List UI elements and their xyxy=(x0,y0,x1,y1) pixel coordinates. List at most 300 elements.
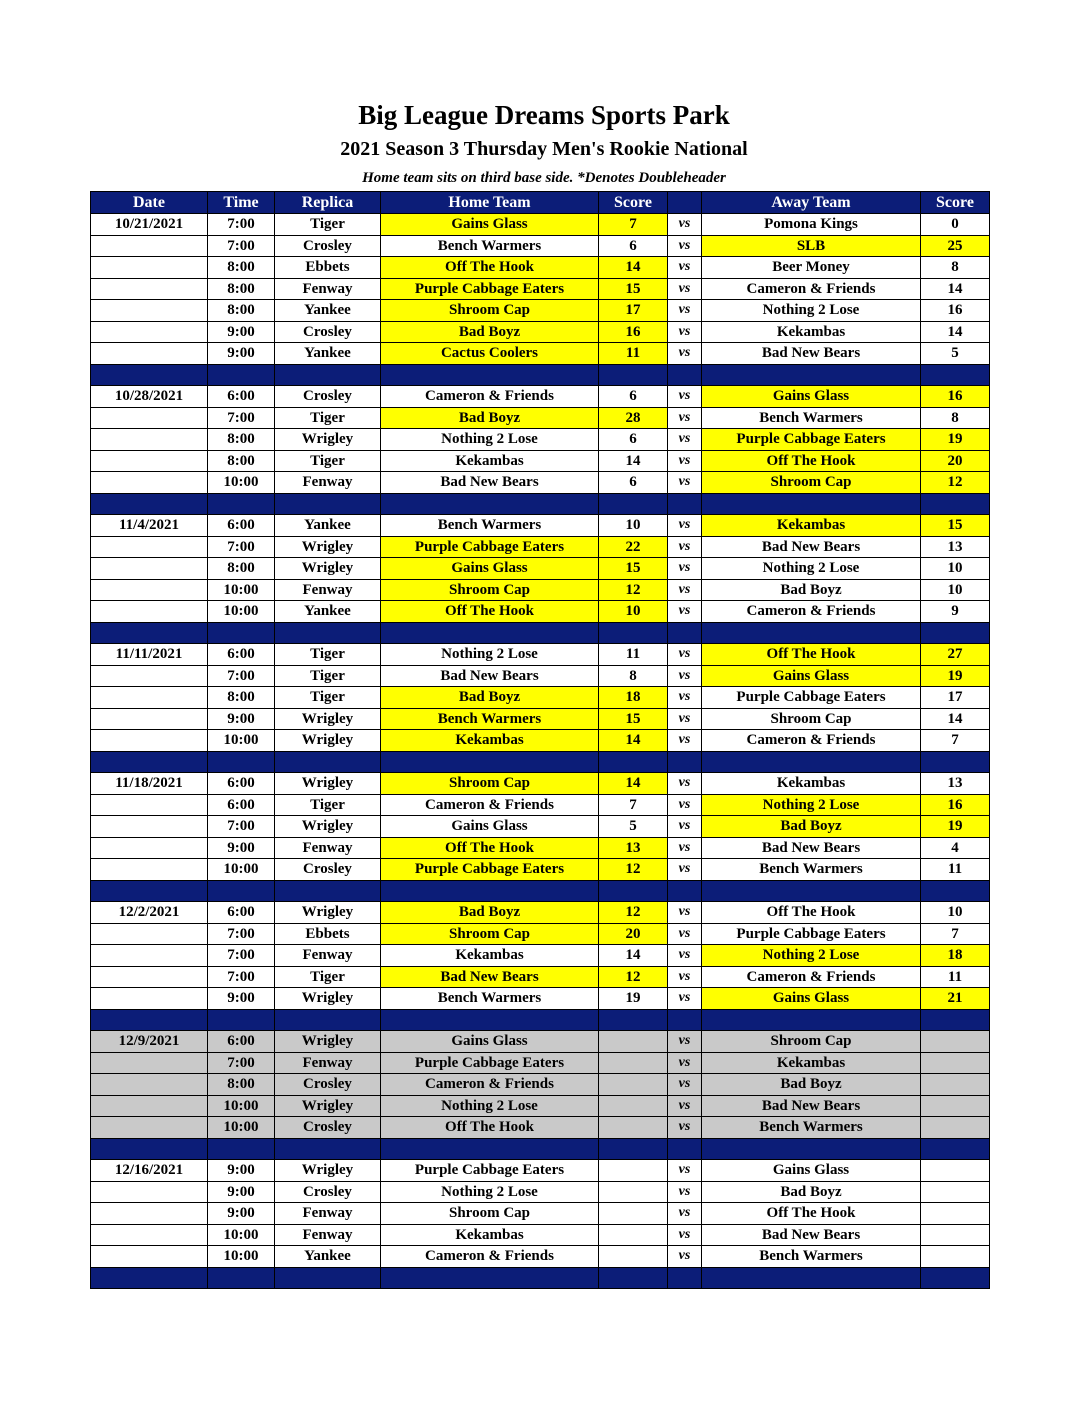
game-row xyxy=(91,966,990,988)
vs-label: vs xyxy=(668,923,702,945)
away-score: 16 xyxy=(921,794,990,816)
home-team: Bad New Bears xyxy=(381,472,599,494)
away-score xyxy=(921,1203,990,1225)
game-time: 10:00 xyxy=(208,1095,275,1117)
col-header-away-score: Score xyxy=(921,192,990,214)
away-team: Purple Cabbage Eaters xyxy=(702,923,921,945)
game-row xyxy=(91,902,990,924)
home-score: 28 xyxy=(599,407,668,429)
separator-cell xyxy=(702,493,921,515)
game-row xyxy=(91,257,990,279)
game-row xyxy=(91,837,990,859)
separator-cell xyxy=(381,751,599,773)
separator-cell xyxy=(702,364,921,386)
home-team: Bench Warmers xyxy=(381,235,599,257)
home-score: 8 xyxy=(599,665,668,687)
home-team: Cameron & Friends xyxy=(381,794,599,816)
game-date xyxy=(91,665,208,687)
vs-label: vs xyxy=(668,214,702,236)
week-separator-row xyxy=(91,364,990,386)
separator-cell xyxy=(921,493,990,515)
separator-cell xyxy=(275,1138,381,1160)
separator-cell xyxy=(381,1138,599,1160)
away-team: Nothing 2 Lose xyxy=(702,945,921,967)
away-score xyxy=(921,1224,990,1246)
game-date xyxy=(91,1052,208,1074)
away-team: Cameron & Friends xyxy=(702,278,921,300)
game-replica: Tiger xyxy=(275,966,381,988)
game-replica: Fenway xyxy=(275,1052,381,1074)
game-time: 10:00 xyxy=(208,472,275,494)
col-header-away-team: Away Team xyxy=(702,192,921,214)
game-date xyxy=(91,300,208,322)
away-team: Bad Boyz xyxy=(702,1181,921,1203)
home-score: 16 xyxy=(599,321,668,343)
away-team: Bench Warmers xyxy=(702,1117,921,1139)
game-date xyxy=(91,1181,208,1203)
game-time: 7:00 xyxy=(208,407,275,429)
home-score: 20 xyxy=(599,923,668,945)
game-row xyxy=(91,859,990,881)
home-score: 12 xyxy=(599,966,668,988)
game-date: 12/16/2021 xyxy=(91,1160,208,1182)
game-row xyxy=(91,773,990,795)
game-date xyxy=(91,579,208,601)
game-replica: Yankee xyxy=(275,601,381,623)
away-score xyxy=(921,1052,990,1074)
home-score xyxy=(599,1203,668,1225)
away-score: 13 xyxy=(921,773,990,795)
game-row xyxy=(91,579,990,601)
game-date xyxy=(91,1246,208,1268)
away-score: 5 xyxy=(921,343,990,365)
separator-cell xyxy=(275,1267,381,1289)
game-date xyxy=(91,429,208,451)
home-team: Bad Boyz xyxy=(381,321,599,343)
game-replica: Tiger xyxy=(275,687,381,709)
separator-cell xyxy=(91,493,208,515)
away-team: Off The Hook xyxy=(702,450,921,472)
home-score xyxy=(599,1160,668,1182)
home-score xyxy=(599,1224,668,1246)
game-replica: Crosley xyxy=(275,859,381,881)
week-separator-row xyxy=(91,493,990,515)
separator-cell xyxy=(208,880,275,902)
home-team: Off The Hook xyxy=(381,257,599,279)
game-date xyxy=(91,945,208,967)
home-team: Bench Warmers xyxy=(381,988,599,1010)
home-score: 18 xyxy=(599,687,668,709)
vs-label: vs xyxy=(668,472,702,494)
away-score: 14 xyxy=(921,708,990,730)
col-header-vs xyxy=(668,192,702,214)
home-score: 12 xyxy=(599,902,668,924)
game-replica: Tiger xyxy=(275,407,381,429)
vs-label: vs xyxy=(668,429,702,451)
page-subtitle: 2021 Season 3 Thursday Men's Rookie National xyxy=(340,138,748,160)
away-score: 0 xyxy=(921,214,990,236)
game-replica: Fenway xyxy=(275,1203,381,1225)
game-time: 7:00 xyxy=(208,923,275,945)
separator-cell xyxy=(668,1009,702,1031)
separator-cell xyxy=(208,1009,275,1031)
home-team: Purple Cabbage Eaters xyxy=(381,1052,599,1074)
game-time: 7:00 xyxy=(208,1052,275,1074)
game-time: 9:00 xyxy=(208,1181,275,1203)
home-team: Purple Cabbage Eaters xyxy=(381,859,599,881)
separator-cell xyxy=(91,1138,208,1160)
game-time: 7:00 xyxy=(208,214,275,236)
separator-cell xyxy=(599,364,668,386)
game-row xyxy=(91,988,990,1010)
game-time: 10:00 xyxy=(208,1117,275,1139)
separator-cell xyxy=(702,751,921,773)
away-score xyxy=(921,1074,990,1096)
game-row xyxy=(91,1031,990,1053)
week-separator-row xyxy=(91,1138,990,1160)
away-score: 19 xyxy=(921,816,990,838)
game-date: 11/18/2021 xyxy=(91,773,208,795)
vs-label: vs xyxy=(668,794,702,816)
home-score: 10 xyxy=(599,601,668,623)
game-time: 9:00 xyxy=(208,837,275,859)
game-time: 9:00 xyxy=(208,343,275,365)
game-row xyxy=(91,601,990,623)
col-header-replica: Replica xyxy=(275,192,381,214)
game-time: 7:00 xyxy=(208,966,275,988)
home-team: Gains Glass xyxy=(381,816,599,838)
separator-cell xyxy=(208,1267,275,1289)
away-team: Cameron & Friends xyxy=(702,966,921,988)
away-score: 12 xyxy=(921,472,990,494)
game-row xyxy=(91,644,990,666)
home-team: Off The Hook xyxy=(381,837,599,859)
game-date xyxy=(91,257,208,279)
game-time: 6:00 xyxy=(208,773,275,795)
separator-cell xyxy=(702,880,921,902)
separator-cell xyxy=(91,1267,208,1289)
home-team: Bad Boyz xyxy=(381,687,599,709)
game-replica: Wrigley xyxy=(275,902,381,924)
game-replica: Ebbets xyxy=(275,257,381,279)
home-score xyxy=(599,1095,668,1117)
home-team: Shroom Cap xyxy=(381,923,599,945)
game-replica: Tiger xyxy=(275,794,381,816)
separator-cell xyxy=(702,622,921,644)
vs-label: vs xyxy=(668,837,702,859)
game-date xyxy=(91,816,208,838)
home-score: 22 xyxy=(599,536,668,558)
game-replica: Wrigley xyxy=(275,1031,381,1053)
away-score xyxy=(921,1095,990,1117)
game-date xyxy=(91,343,208,365)
home-team: Gains Glass xyxy=(381,1031,599,1053)
away-team: Bad New Bears xyxy=(702,1224,921,1246)
home-score xyxy=(599,1074,668,1096)
home-score: 15 xyxy=(599,278,668,300)
away-score: 16 xyxy=(921,300,990,322)
game-date xyxy=(91,687,208,709)
home-score: 15 xyxy=(599,558,668,580)
game-date: 10/21/2021 xyxy=(91,214,208,236)
home-score: 15 xyxy=(599,708,668,730)
game-time: 7:00 xyxy=(208,945,275,967)
separator-cell xyxy=(702,1267,921,1289)
home-score: 14 xyxy=(599,450,668,472)
col-header-home-score: Score xyxy=(599,192,668,214)
home-team: Gains Glass xyxy=(381,214,599,236)
vs-label: vs xyxy=(668,579,702,601)
away-team: Cameron & Friends xyxy=(702,601,921,623)
game-time: 10:00 xyxy=(208,601,275,623)
home-team: Shroom Cap xyxy=(381,579,599,601)
home-score: 6 xyxy=(599,472,668,494)
home-score xyxy=(599,1031,668,1053)
vs-label: vs xyxy=(668,665,702,687)
vs-label: vs xyxy=(668,450,702,472)
game-row xyxy=(91,1181,990,1203)
game-row xyxy=(91,730,990,752)
home-team: Bad Boyz xyxy=(381,902,599,924)
game-replica: Fenway xyxy=(275,579,381,601)
home-team: Shroom Cap xyxy=(381,773,599,795)
away-team: Bench Warmers xyxy=(702,407,921,429)
home-team: Nothing 2 Lose xyxy=(381,1181,599,1203)
game-replica: Fenway xyxy=(275,945,381,967)
away-team: Nothing 2 Lose xyxy=(702,794,921,816)
away-score xyxy=(921,1117,990,1139)
away-team: Bad Boyz xyxy=(702,816,921,838)
game-replica: Fenway xyxy=(275,837,381,859)
separator-cell xyxy=(381,1267,599,1289)
separator-cell xyxy=(921,751,990,773)
away-team: Kekambas xyxy=(702,321,921,343)
game-date xyxy=(91,859,208,881)
vs-label: vs xyxy=(668,1160,702,1182)
game-replica: Tiger xyxy=(275,450,381,472)
away-team: Bad Boyz xyxy=(702,1074,921,1096)
game-replica: Fenway xyxy=(275,472,381,494)
away-team: Kekambas xyxy=(702,1052,921,1074)
away-team: Bad New Bears xyxy=(702,536,921,558)
week-separator-row xyxy=(91,751,990,773)
away-score: 10 xyxy=(921,902,990,924)
game-replica: Wrigley xyxy=(275,708,381,730)
home-team: Kekambas xyxy=(381,1224,599,1246)
home-team: Purple Cabbage Eaters xyxy=(381,536,599,558)
away-score: 27 xyxy=(921,644,990,666)
separator-cell xyxy=(668,622,702,644)
game-date xyxy=(91,558,208,580)
away-score xyxy=(921,1246,990,1268)
header-row xyxy=(91,192,990,214)
game-time: 7:00 xyxy=(208,536,275,558)
away-team: Bench Warmers xyxy=(702,1246,921,1268)
game-row xyxy=(91,300,990,322)
game-date xyxy=(91,988,208,1010)
week-separator-row xyxy=(91,622,990,644)
schedule-note: Home team sits on third base side. *Denotes Doubleheader xyxy=(362,170,726,186)
game-row xyxy=(91,1203,990,1225)
separator-cell xyxy=(208,493,275,515)
separator-cell xyxy=(668,1267,702,1289)
separator-cell xyxy=(702,1138,921,1160)
separator-cell xyxy=(381,1009,599,1031)
vs-label: vs xyxy=(668,708,702,730)
home-score: 17 xyxy=(599,300,668,322)
away-score: 16 xyxy=(921,386,990,408)
game-time: 10:00 xyxy=(208,859,275,881)
vs-label: vs xyxy=(668,945,702,967)
game-time: 6:00 xyxy=(208,1031,275,1053)
away-score: 21 xyxy=(921,988,990,1010)
separator-cell xyxy=(275,493,381,515)
separator-cell xyxy=(668,493,702,515)
separator-cell xyxy=(599,622,668,644)
vs-label: vs xyxy=(668,644,702,666)
separator-cell xyxy=(668,1138,702,1160)
game-replica: Crosley xyxy=(275,1117,381,1139)
away-score: 19 xyxy=(921,665,990,687)
home-score: 14 xyxy=(599,257,668,279)
game-time: 10:00 xyxy=(208,579,275,601)
game-row xyxy=(91,923,990,945)
home-team: Kekambas xyxy=(381,945,599,967)
away-team: Gains Glass xyxy=(702,665,921,687)
home-score: 10 xyxy=(599,515,668,537)
game-row xyxy=(91,1160,990,1182)
game-replica: Yankee xyxy=(275,300,381,322)
away-team: Off The Hook xyxy=(702,644,921,666)
game-time: 7:00 xyxy=(208,235,275,257)
vs-label: vs xyxy=(668,300,702,322)
separator-cell xyxy=(91,751,208,773)
game-date: 11/11/2021 xyxy=(91,644,208,666)
separator-cell xyxy=(208,1138,275,1160)
game-replica: Tiger xyxy=(275,644,381,666)
away-team: Kekambas xyxy=(702,773,921,795)
game-row xyxy=(91,515,990,537)
home-score: 6 xyxy=(599,235,668,257)
home-score xyxy=(599,1246,668,1268)
game-row xyxy=(91,386,990,408)
separator-cell xyxy=(599,493,668,515)
vs-label: vs xyxy=(668,730,702,752)
game-time: 6:00 xyxy=(208,902,275,924)
vs-label: vs xyxy=(668,902,702,924)
game-time: 10:00 xyxy=(208,1224,275,1246)
separator-cell xyxy=(381,364,599,386)
away-team: Shroom Cap xyxy=(702,472,921,494)
col-header-time: Time xyxy=(208,192,275,214)
away-score: 10 xyxy=(921,558,990,580)
home-team: Kekambas xyxy=(381,730,599,752)
away-score: 17 xyxy=(921,687,990,709)
game-date xyxy=(91,278,208,300)
away-score xyxy=(921,1031,990,1053)
away-team: Bad New Bears xyxy=(702,837,921,859)
game-date xyxy=(91,1074,208,1096)
separator-cell xyxy=(275,622,381,644)
home-team: Bench Warmers xyxy=(381,515,599,537)
game-time: 9:00 xyxy=(208,988,275,1010)
game-date xyxy=(91,235,208,257)
separator-cell xyxy=(921,364,990,386)
vs-label: vs xyxy=(668,386,702,408)
home-score: 19 xyxy=(599,988,668,1010)
home-team: Cameron & Friends xyxy=(381,1246,599,1268)
game-date xyxy=(91,321,208,343)
away-score: 14 xyxy=(921,321,990,343)
home-team: Cameron & Friends xyxy=(381,386,599,408)
separator-cell xyxy=(275,1009,381,1031)
away-score: 25 xyxy=(921,235,990,257)
away-team: Off The Hook xyxy=(702,1203,921,1225)
separator-cell xyxy=(921,1138,990,1160)
game-date xyxy=(91,1117,208,1139)
schedule-table xyxy=(90,191,990,1289)
away-score: 10 xyxy=(921,579,990,601)
game-replica: Tiger xyxy=(275,665,381,687)
game-row xyxy=(91,1095,990,1117)
game-time: 9:00 xyxy=(208,321,275,343)
game-date xyxy=(91,536,208,558)
game-time: 9:00 xyxy=(208,708,275,730)
game-time: 8:00 xyxy=(208,687,275,709)
home-team: Off The Hook xyxy=(381,601,599,623)
game-row xyxy=(91,429,990,451)
vs-label: vs xyxy=(668,1074,702,1096)
game-date xyxy=(91,1095,208,1117)
home-score: 11 xyxy=(599,343,668,365)
separator-cell xyxy=(381,622,599,644)
game-row xyxy=(91,472,990,494)
game-row xyxy=(91,816,990,838)
home-score xyxy=(599,1181,668,1203)
game-date: 10/28/2021 xyxy=(91,386,208,408)
game-date xyxy=(91,1224,208,1246)
game-replica: Crosley xyxy=(275,1074,381,1096)
home-team: Bad Boyz xyxy=(381,407,599,429)
vs-label: vs xyxy=(668,515,702,537)
away-team: Purple Cabbage Eaters xyxy=(702,687,921,709)
separator-cell xyxy=(381,880,599,902)
away-team: Bench Warmers xyxy=(702,859,921,881)
separator-cell xyxy=(668,364,702,386)
separator-cell xyxy=(702,1009,921,1031)
away-score: 20 xyxy=(921,450,990,472)
home-score: 12 xyxy=(599,579,668,601)
away-score: 7 xyxy=(921,730,990,752)
home-score: 13 xyxy=(599,837,668,859)
separator-cell xyxy=(921,880,990,902)
vs-label: vs xyxy=(668,407,702,429)
away-team: Nothing 2 Lose xyxy=(702,558,921,580)
game-row xyxy=(91,214,990,236)
separator-cell xyxy=(921,1009,990,1031)
vs-label: vs xyxy=(668,687,702,709)
game-replica: Wrigley xyxy=(275,536,381,558)
game-date xyxy=(91,472,208,494)
game-date: 11/4/2021 xyxy=(91,515,208,537)
separator-cell xyxy=(599,751,668,773)
home-team: Nothing 2 Lose xyxy=(381,429,599,451)
game-date xyxy=(91,837,208,859)
vs-label: vs xyxy=(668,321,702,343)
away-score: 7 xyxy=(921,923,990,945)
vs-label: vs xyxy=(668,966,702,988)
vs-label: vs xyxy=(668,1052,702,1074)
